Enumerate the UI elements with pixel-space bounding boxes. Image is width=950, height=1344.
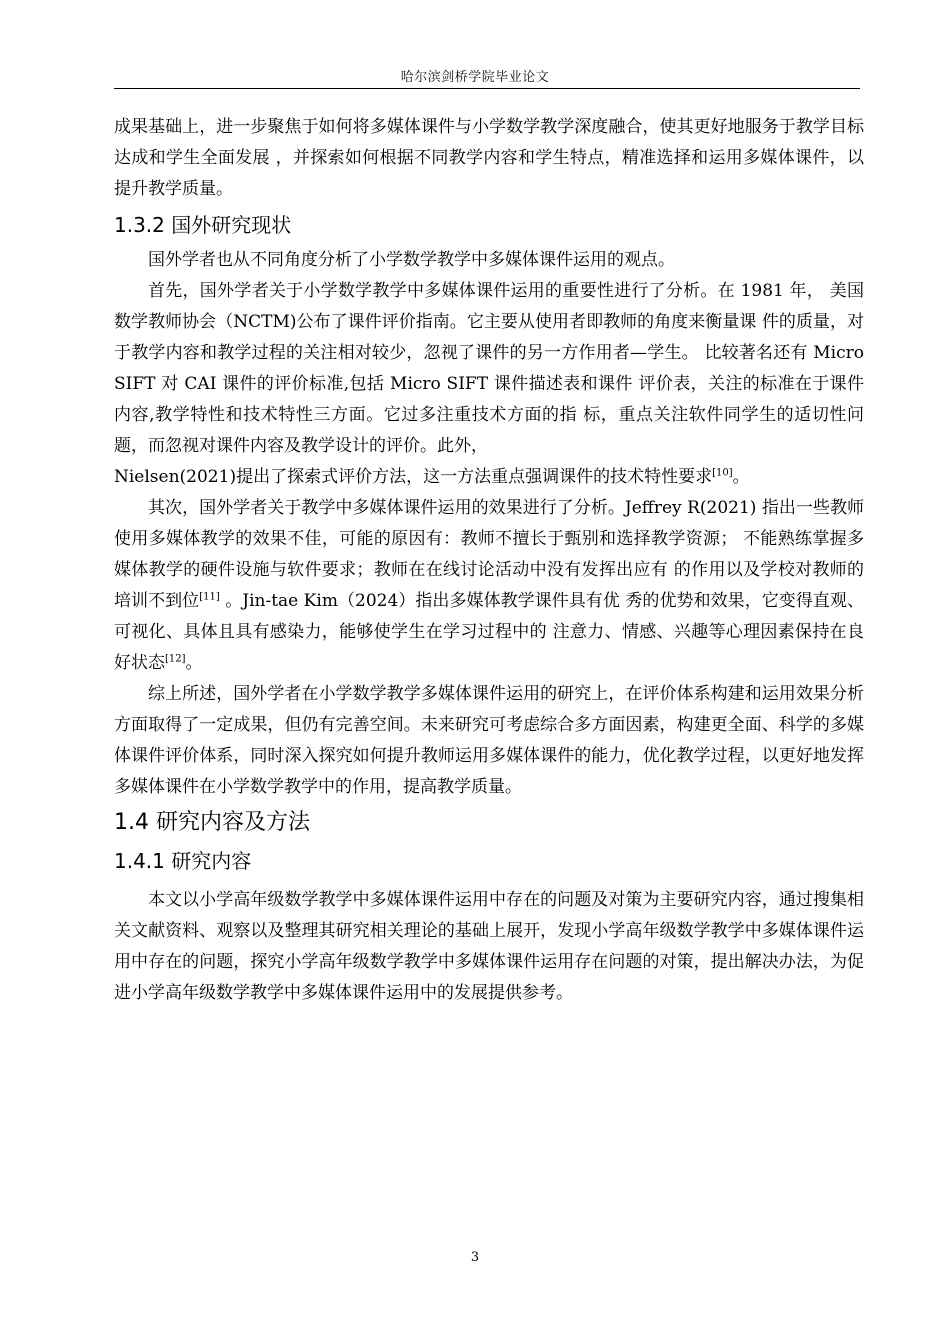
page-body: [114, 112, 864, 1009]
header-title: 哈尔滨剑桥学院毕业论文: [400, 70, 550, 85]
section-heading-1-4: 1.4 研究内容及方法: [114, 810, 310, 835]
citation-ref: [10]: [712, 467, 733, 479]
header-divider: [114, 88, 860, 89]
paragraph-s132-4: 综上所述，国外学者在小学数学教学多媒体课件运用的研究上，在评价体系构建和运用效果分析方面取得了一定成果，但仍有完善空间。未来研究可考虑综合多方面因素，构建更全面、科学的多媒体课件评价体系，同时深入探究如何提升教师运用多媒体课件的能力，优化教学过程，以更好地发挥多媒体课件在小学数学教学中的作用，提高教学质量。: [114, 684, 864, 797]
paragraph-text: Nielsen(2021)提出了探索式评价方法，这一方法重点强调课件的技术特性要求: [114, 467, 713, 487]
paragraph-s132-1: 国外学者也从不同角度分析了小学数学教学中多媒体课件运用的观点。: [148, 250, 675, 270]
citation-ref: [12]: [165, 653, 186, 665]
paragraph-s132-2b: [114, 462, 864, 493]
paragraph-text: 。Jin-tae Kim（2024）指出多媒体教学课件具有优 秀的优势和效果，它变得直观、可视化、具体且具有感染力，能够使学生在学习过程中的 注意力、情感、兴趣等心理因素保持在良好状态: [114, 591, 864, 673]
citation-ref: [11]: [199, 591, 220, 603]
paragraph-text: 其次，国外学者关于教学中多媒体课件运用的效果进行了分析。Jeffrey R(2021) 指出一些教师使用多媒体教学的效果不佳，可能的原因有：教师不擅长于甄别和选择教学资源； 不能熟练掌握多媒体教学的硬件设施与软件要求；教师在在线讨论活动中没有发挥出应有 的作用以及学校对教师的培训不到位: [114, 498, 864, 611]
paragraph-text: 。: [185, 653, 203, 673]
paragraph-s141-1: 本文以小学高年级数学教学中多媒体课件运用中存在的问题及对策为主要研究内容，通过搜集相关文献资料、观察以及整理其研究相关理论的基础上展开，发现小学高年级数学教学中多媒体课件运用中存在的问题，探究小学高年级数学教学中多媒体课件运用存在问题的对策，提出解决办法，为促进小学高年级数学教学中多媒体课件运用中的发展提供参考。: [114, 890, 864, 1003]
paragraph-text: 。: [732, 467, 750, 487]
section-heading-1-4-1: 1.4.1 研究内容: [114, 849, 252, 873]
paragraph-s132-3: [114, 493, 864, 679]
paragraph-s132-2: 首先，国外学者关于小学数学教学中多媒体课件运用的重要性进行了分析。在 1981 年， 美国数学教师协会（NCTM)公布了课件评价指南。它主要从使用者即教师的角度来衡量课 件的质量，对于教学内容和教学过程的关注相对较少，忽视了课件的另一方作用者—学生。 比较著名还有 Micro SIFT 对 CAI 课件的评价标准,包括 Micro SIFT 课件描述表和课件 评价表，关注的标准在于课件内容,教学特性和技术特性三方面。它过多注重技术方面的指 标，重点关注软件同学生的适切性问题，而忽视对课件内容及教学设计的评价。此外，: [114, 281, 864, 456]
page-number: 3: [470, 1250, 480, 1265]
section-heading-1-3-2: 1.3.2 国外研究现状: [114, 213, 292, 237]
intro-paragraph: 成果基础上，进一步聚焦于如何将多媒体课件与小学数学教学深度融合，使其更好地服务于教学目标达成和学生全面发展 ，并探索如何根据不同教学内容和学生特点，精准选择和运用多媒体课件，以提升教学质量。: [114, 117, 864, 199]
